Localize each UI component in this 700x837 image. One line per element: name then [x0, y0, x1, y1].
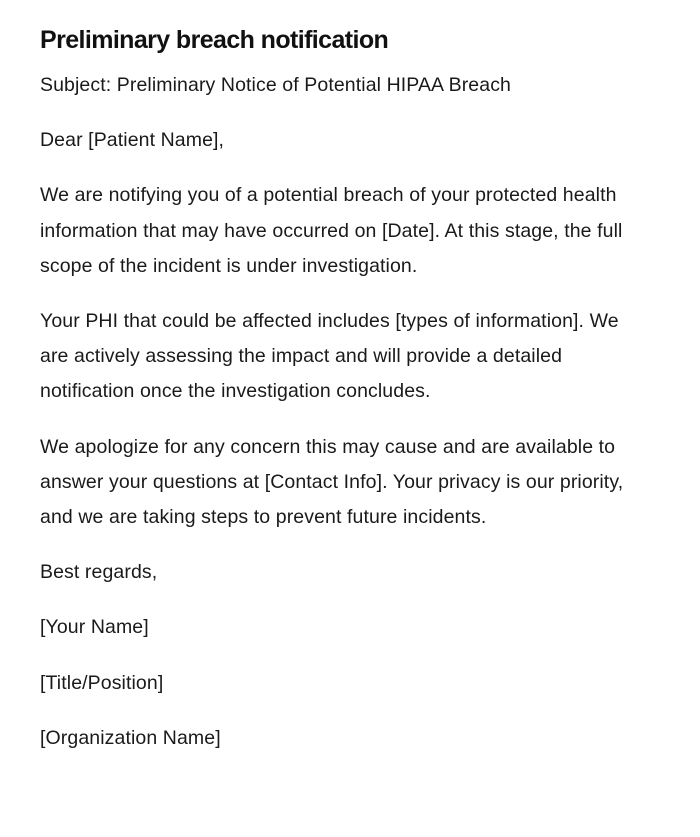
page-title: Preliminary breach notification: [40, 26, 389, 54]
body-paragraph-1: We are notifying you of a potential breach of your protected health information that may have occurred on [Date]. At this stage, the full scope of the incident is under investigation.: [40, 184, 623, 277]
signature-title: [Title/Position]: [40, 671, 164, 694]
subject-line: Subject: Preliminary Notice of Potential HIPAA Breach: [40, 74, 511, 96]
letter-document: [40, 22, 650, 776]
signature-name: [Your Name]: [40, 616, 149, 639]
body-paragraph-2: Your PHI that could be affected includes [types of information]. We are actively assessing the impact and will provide a detailed notification once the investigation concludes.: [40, 310, 619, 403]
salutation: Dear [Patient Name],: [40, 129, 225, 152]
body-paragraph-3: We apologize for any concern this may cause and are available to answer your questions at [Contact Info]. Your privacy is our priority, and we are taking steps to prevent future incidents.: [40, 435, 624, 529]
closing: Best regards,: [40, 561, 158, 584]
signature-organization: [Organization Name]: [40, 726, 221, 749]
